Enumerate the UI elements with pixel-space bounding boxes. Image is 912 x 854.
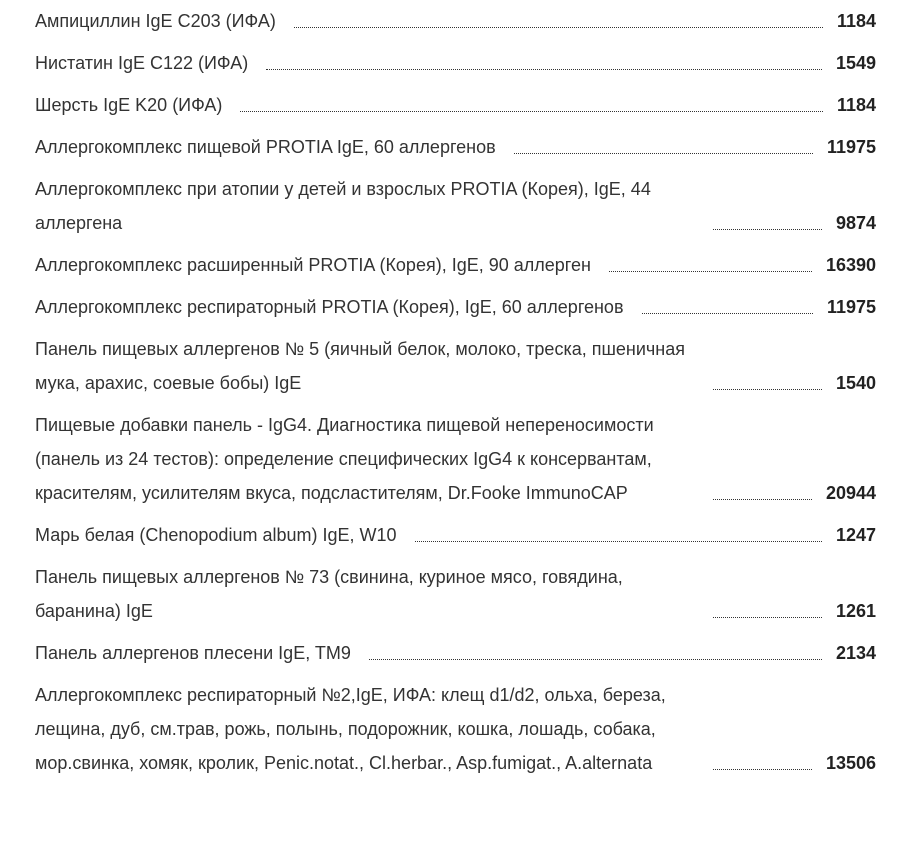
price-row (35, 408, 876, 510)
price-row (35, 678, 876, 780)
service-price: 2134 (835, 643, 876, 663)
service-name: Аллергокомплекс респираторный PROTIA (Корея), IgE, 60 аллергенов (35, 297, 624, 317)
service-price: 13506 (825, 753, 876, 773)
dotted-leader (642, 313, 813, 314)
service-price: 1184 (836, 11, 876, 31)
dotted-leader (514, 153, 813, 154)
dotted-leader (240, 111, 823, 112)
price-row (35, 4, 876, 38)
price-row (35, 518, 876, 552)
service-name: Аллергокомплекс респираторный №2,IgE, ИФА: клещ d1/d2, ольха, береза, лещина, дуб, см.трав, рожь, полынь, подорожник, кошка, лошадь, собака, мор.свинка, хомяк, кролик, Penic.notat., Cl.herbar., Asp.fumigat., A.alternata (35, 685, 666, 773)
dotted-leader (713, 769, 812, 770)
dotted-leader (415, 541, 822, 542)
service-name: Аллергокомплекс при атопии у детей и взрослых PROTIA (Корея), IgE, 44 аллергена (35, 179, 651, 233)
price-row (35, 248, 876, 282)
price-row (35, 46, 876, 80)
service-name: Ампициллин IgE C203 (ИФА) (35, 11, 276, 31)
service-price: 16390 (825, 255, 876, 275)
service-name: Аллергокомплекс пищевой PROTIA IgE, 60 аллергенов (35, 137, 496, 157)
dotted-leader (713, 499, 812, 500)
dotted-leader (369, 659, 822, 660)
dotted-leader (713, 389, 822, 390)
service-price: 1184 (836, 95, 876, 115)
service-price: 1549 (835, 53, 876, 73)
price-row (35, 130, 876, 164)
service-price: 1247 (835, 525, 876, 545)
price-row (35, 290, 876, 324)
service-name: Панель пищевых аллергенов № 73 (свинина, куриное мясо, говядина, баранина) IgE (35, 567, 623, 621)
dotted-leader (713, 229, 822, 230)
service-price: 1540 (835, 373, 876, 393)
price-row (35, 332, 876, 400)
service-name: Панель аллергенов плесени IgE, TM9 (35, 643, 351, 663)
price-row (35, 88, 876, 122)
price-row (35, 636, 876, 670)
service-price: 1261 (835, 601, 876, 621)
price-row (35, 172, 876, 240)
dotted-leader (266, 69, 822, 70)
service-price: 11975 (826, 297, 876, 317)
service-name: Пищевые добавки панель - IgG4. Диагностика пищевой непереносимости (панель из 24 тестов): определение специфических IgG4 к консервантам, красителям, усилителям вкуса, подсластителям, Dr.Fooke ImmunoCAP (35, 415, 654, 503)
service-name: Аллергокомплекс расширенный PROTIA (Корея), IgE, 90 аллерген (35, 255, 591, 275)
dotted-leader (713, 617, 822, 618)
service-name: Нистатин IgE C122 (ИФА) (35, 53, 249, 73)
service-name: Панель пищевых аллергенов № 5 (яичный белок, молоко, треска, пшеничная мука, арахис, соевые бобы) IgE (35, 339, 685, 393)
price-row (35, 560, 876, 628)
service-price: 20944 (825, 483, 876, 503)
service-price: 9874 (835, 213, 876, 233)
dotted-leader (294, 27, 823, 28)
service-price: 11975 (826, 137, 876, 157)
dotted-leader (609, 271, 812, 272)
service-name: Марь белая (Chenopodium album) IgE, W10 (35, 525, 397, 545)
service-name: Шерсть IgE K20 (ИФА) (35, 95, 223, 115)
